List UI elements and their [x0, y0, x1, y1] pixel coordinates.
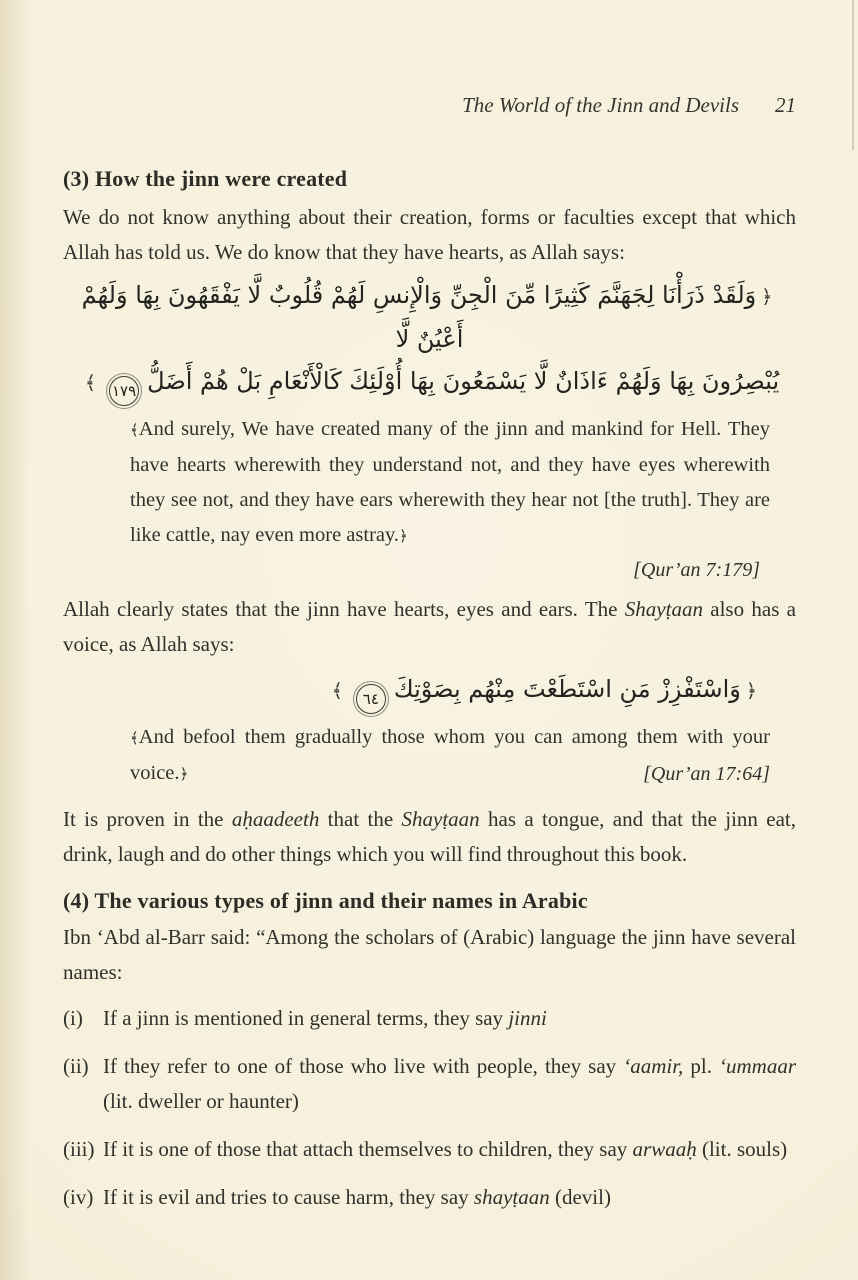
quran-verse-arabic-7-179 [63, 274, 796, 406]
section-3-heading: (3) How the jinn were created [63, 166, 348, 191]
paragraph-jinn-voice: Allah clearly states that the jinn have hearts, eyes and ears. The Shayṭaan also has a voice, as Allah says: [63, 597, 796, 656]
section-4-heading: (4) The various types of jinn and their names in Arabic [63, 888, 588, 913]
translation-close-bracket-icon: ﴿ [179, 765, 189, 783]
list-item-iii: (iii) If it is one of those that attach themselves to children, they say arwaaḥ (lit. souls) [63, 1132, 796, 1167]
ayah-number-badge: ١٧٩ [109, 376, 139, 406]
list-marker: (iv) [63, 1185, 94, 1209]
term-ahaadeeth: aḥaadeeth [231, 807, 320, 831]
page-content [63, 0, 796, 1215]
list-marker: (iii) [63, 1137, 95, 1161]
quran-reference-17-64: [Qur’an 17:64] [643, 763, 770, 785]
arabic-line-1: ﴿وَلَقَدْ ذَرَأْنَا لِجَهَنَّمَ كَثِيرًا مِّنَ الْجِنِّ وَالْإِنسِ لَهُمْ قُلُوبٌ لَّا يَفْقَهُونَ بِهَا وَلَهُمْ أَعْيُنٌ لَّا [63, 274, 796, 360]
list-item-iv: (iv) If it is evil and tries to cause harm, they say shayṭaan (devil) [63, 1180, 796, 1215]
translation-open-bracket-icon: ﴾ [130, 729, 139, 747]
ornate-bracket-open-icon: ﴿ [761, 286, 773, 308]
ornate-bracket-close-icon: ﴾ [84, 372, 96, 394]
page-number: 21 [775, 93, 796, 117]
quran-reference-7-179: [Qur’an 7:179] [633, 559, 760, 581]
translation-close-bracket-icon: ﴿ [399, 527, 408, 545]
term-shaytaan: Shayṭaan [624, 597, 703, 621]
quran-translation-17-64: ﴾And befool them gradually those whom you can among them with your voice.﴿ [130, 726, 770, 784]
term-shaytaan: Shayṭaan [401, 807, 480, 831]
list-marker: (i) [63, 1006, 83, 1030]
ayah-number-badge: ٦٤ [356, 684, 386, 714]
term-ummaar: ‘ummaar [719, 1054, 796, 1078]
section-4-intro-paragraph: Ibn ‘Abd al-Barr said: “Among the scholars of (Arabic) language the jinn have several names: [63, 925, 796, 984]
term-jinni: jinni [508, 1006, 547, 1030]
running-header [63, 92, 796, 118]
list-marker: (ii) [63, 1054, 89, 1078]
term-aamir: ‘aamir, [623, 1054, 684, 1078]
term-arwaah: arwaaḥ [632, 1137, 697, 1161]
list-item-ii: (ii) If they refer to one of those who live with people, they say ‘aamir, pl. ‘ummaar (lit. dweller or haunter) [63, 1049, 796, 1119]
section-3-intro-paragraph: We do not know anything about their creation, forms or faculties except that which Allah has told us. We do know that they have hearts, as Allah says: [63, 205, 796, 264]
list-item-i: (i) If a jinn is mentioned in general terms, they say jinni [63, 1001, 796, 1036]
term-shaytaan: shayṭaan [473, 1185, 550, 1209]
quran-verse-arabic-17-64: ﴿وَاسْتَفْزِزْ مَنِ اسْتَطَعْتَ مِنْهُم بِصَوْتِكَ٦٤﴾ [63, 668, 796, 714]
quran-translation-7-179: ﴾And surely, We have created many of the jinn and mankind for Hell. They have hearts wherewith they understand not, and they have eyes wherewith they see not, and they have ears wherewith they hear not [the truth]. They are like cattle, nay even more astray.﴿ [130, 418, 770, 546]
ornate-bracket-close-icon: ﴾ [331, 680, 343, 702]
translation-open-bracket-icon: ﴾ [130, 421, 139, 439]
running-title: The World of the Jinn and Devils [462, 93, 739, 117]
quran-translation-17-64-block [130, 720, 770, 792]
arabic-line-2: يُبْصِرُونَ بِهَا وَلَهُمْ ءَاذَانٌ لَّا يَسْمَعُونَ بِهَا أُوْلَئِكَ كَالْأَنْعَامِ بَلْ هُمْ أَضَلُّ١٧٩﴾ [63, 360, 796, 406]
ornate-bracket-open-icon: ﴿ [745, 680, 757, 702]
jinn-names-list [63, 1001, 796, 1215]
paragraph-proven-ahaadeeth: It is proven in the aḥaadeeth that the Shayṭaan has a tongue, and that the jinn eat, drink, laugh and do other things which you will find throughout this book. [63, 807, 796, 866]
